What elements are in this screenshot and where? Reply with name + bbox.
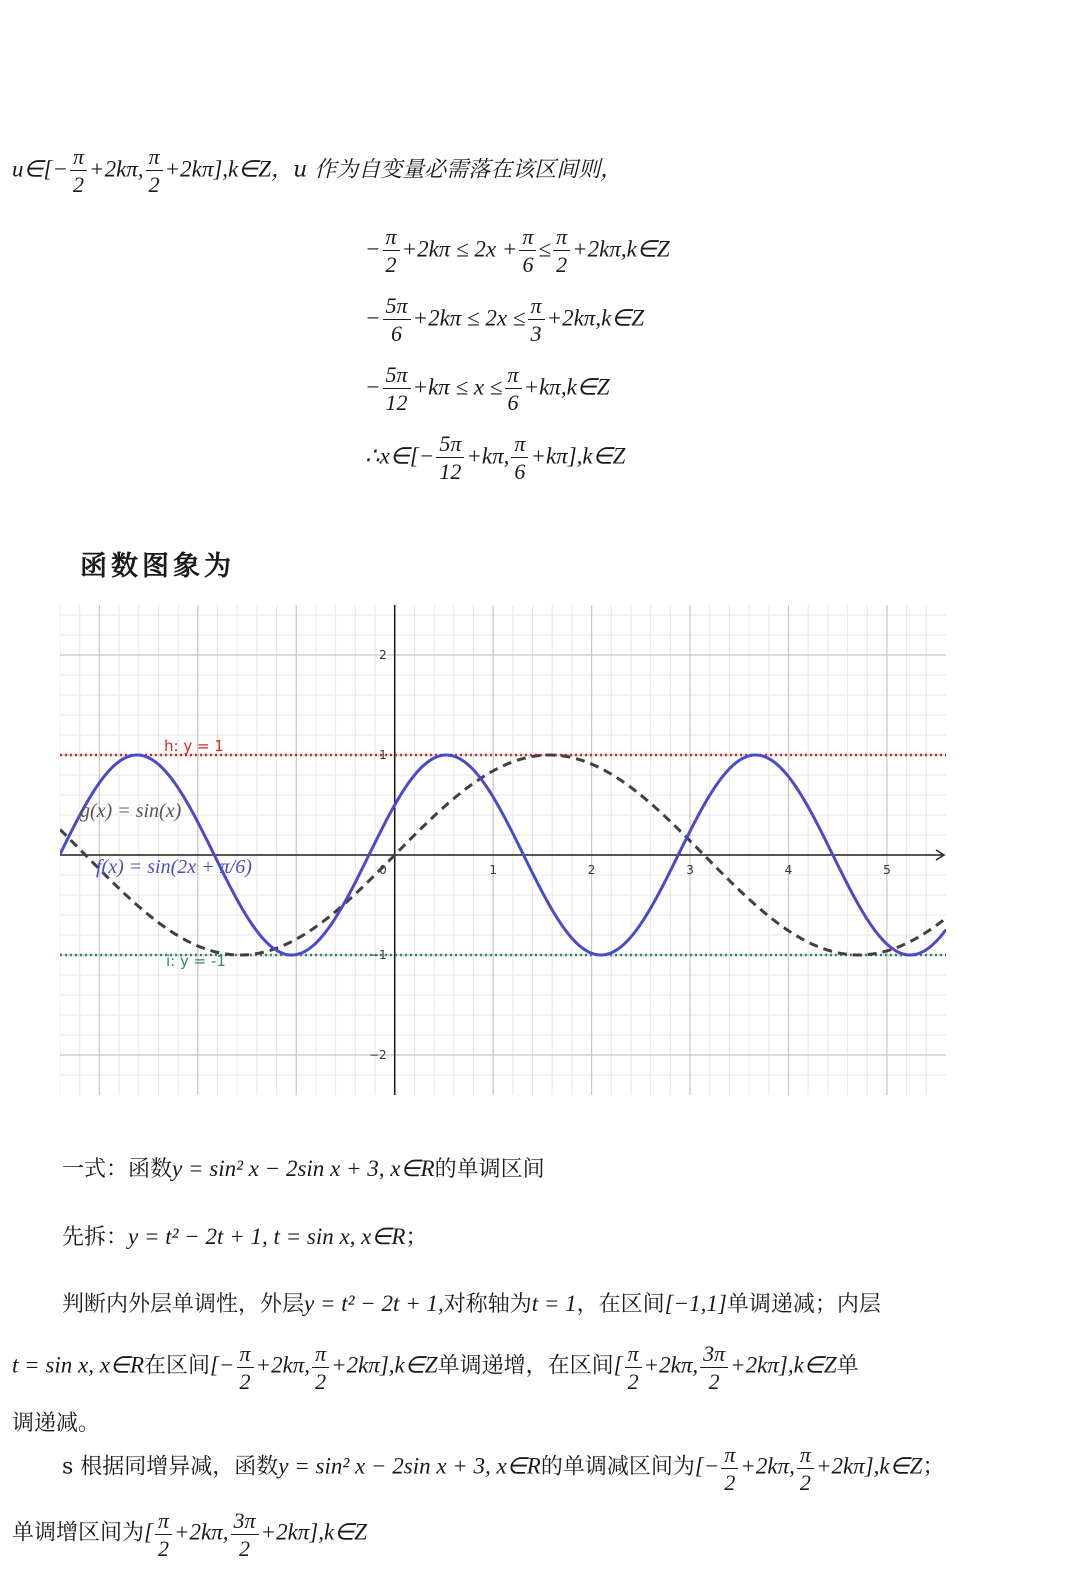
- x-tick-label: 3: [686, 863, 694, 877]
- section-heading: 函数图象为: [80, 551, 235, 582]
- intro-frac-1: $\frac{\pi}{2}$: [70, 146, 87, 196]
- function-graph: [60, 605, 946, 1095]
- step-3: − $\frac{5\pi}{12}$ +kπ ≤ x ≤ $\frac{\pi}{6}$ +kπ,k∈Z: [365, 362, 610, 415]
- y-tick-label: −1: [369, 948, 387, 962]
- para-3: 判断内外层单调性，外层y = t² − 2t + 1,对称轴为t = 1，在区间[−1,1]单调递减；内层: [62, 1291, 881, 1317]
- intro-frac-2: $\frac{\pi}{2}$: [146, 146, 163, 196]
- x-tick-label: 1: [489, 863, 497, 877]
- intro-line: [12, 146, 622, 196]
- graph-svg: [60, 605, 946, 1095]
- legend-label-f: f(x) = sin(2x + π/6): [96, 856, 252, 878]
- para-2: 先拆：y = t² − 2t + 1, t = sin x, x∈R；: [62, 1224, 428, 1250]
- step-1: − $\frac{\pi}{2}$ +2kπ ≤ 2x + $\frac{\pi}{6}$ ≤ $\frac{\pi}{2}$ +2kπ,k∈Z: [365, 224, 670, 277]
- y-tick-label: 1: [379, 748, 387, 762]
- step-4: ∴x∈[− $\frac{5\pi}{12}$ +kπ, $\frac{\pi}{6}$ +kπ],k∈Z: [365, 431, 626, 484]
- step-2: − $\frac{5\pi}{6}$ +2kπ ≤ 2x ≤ $\frac{\pi}{3}$ +2kπ,k∈Z: [365, 293, 645, 346]
- para-7: 单调增区间为[ $\frac{\pi}{2}$ +2kπ, $\frac{3\pi}{2}$ +2kπ],k∈Z: [12, 1508, 368, 1561]
- origin-label: 0: [379, 863, 387, 877]
- legend-label-i: i: y = -1: [166, 952, 226, 970]
- intro-mid: +2kπ,: [89, 156, 144, 182]
- para-4: t = sin x, x∈R在区间[− $\frac{\pi}{2}$ +2kπ, $\frac{\pi}{2}$ +2kπ],k∈Z单调递增，在区间[ $\frac{\pi}{2}$ +2kπ, $\frac{3\pi}{2}$ +2kπ],k∈Z单: [12, 1341, 859, 1394]
- legend-label-h: h: y = 1: [164, 737, 224, 755]
- para-5: 调递减。: [12, 1411, 101, 1436]
- intro-lead: u∈[−: [12, 156, 69, 182]
- intro-text: ，u 作为自变量必需落在该区间则，: [271, 157, 623, 183]
- y-tick-label: −2: [369, 1048, 387, 1062]
- y-tick-label: 2: [379, 648, 387, 662]
- intro-tail: +2kπ],k∈Z: [164, 156, 272, 182]
- x-tick-label: 5: [883, 863, 891, 877]
- para-1: 一式：函数y = sin² x − 2sin x + 3, x∈R的单调区间: [62, 1156, 545, 1182]
- para-6: s 根据同增异减，函数y = sin² x − 2sin x + 3, x∈R的单调减区间为[− $\frac{\pi}{2}$ +2kπ, $\frac{\pi}{2}$ +2kπ],k∈Z；: [62, 1442, 945, 1495]
- legend-label-g: g(x) = sin(x): [80, 800, 182, 822]
- x-tick-label: 4: [784, 863, 793, 877]
- x-tick-label: 2: [587, 863, 596, 877]
